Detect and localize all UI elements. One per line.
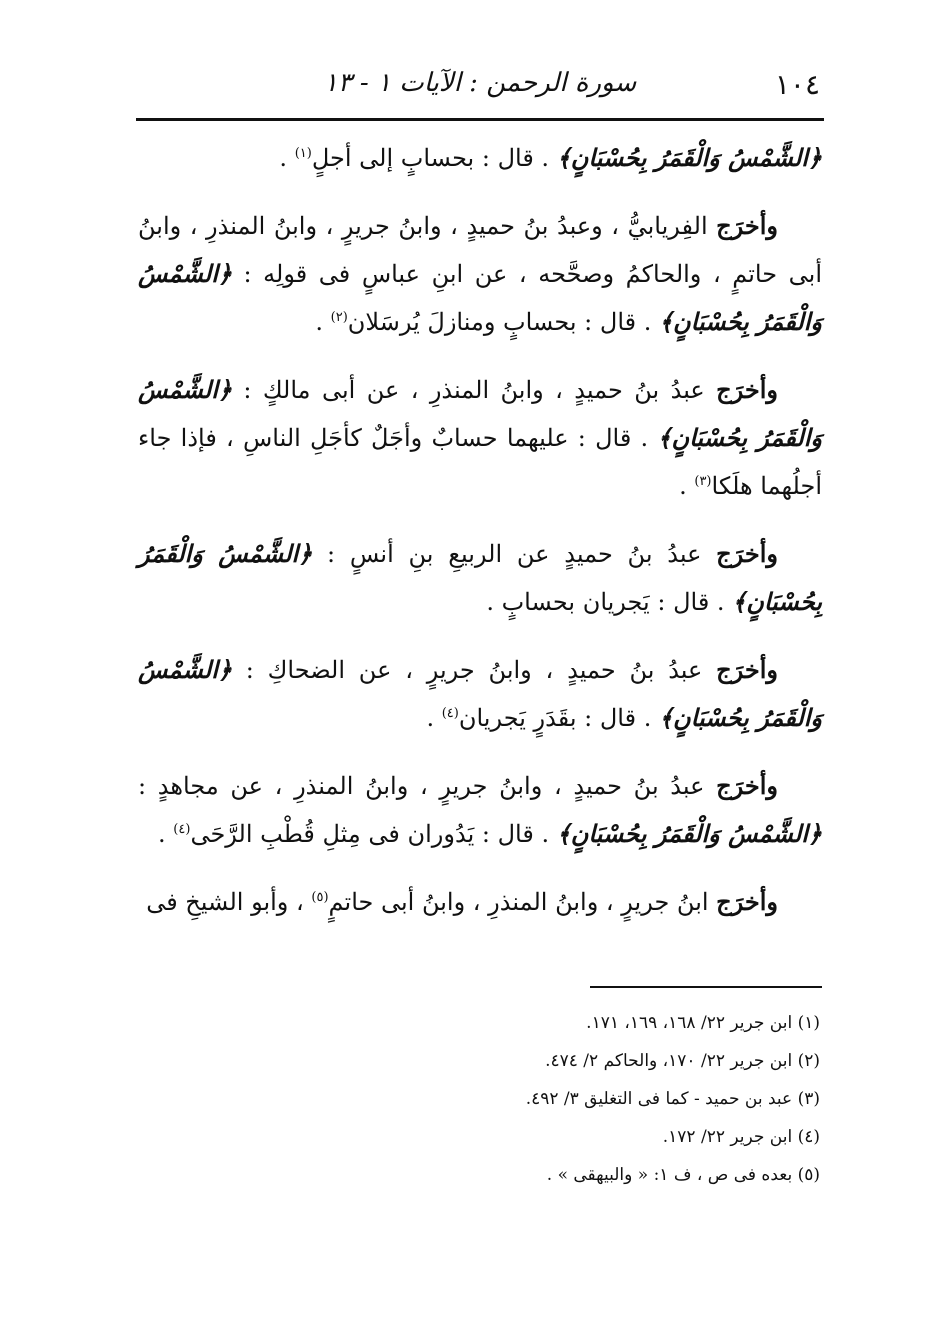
- quran-quote: ﴿الشَّمْسُ وَالْقَمَرُ بِحُسْبَانٍ﴾: [138, 655, 822, 732]
- quran-quote: ﴿الشَّمْسُ وَالْقَمَرُ بِحُسْبَانٍ﴾: [138, 375, 823, 452]
- paragraph-text: . قال : بقَدَرٍ يَجريان: [458, 704, 659, 732]
- paragraph-text: .: [426, 704, 442, 732]
- paragraph-text: . قال : يَجريان بحسابٍ .: [486, 588, 733, 616]
- paragraph: [138, 530, 822, 626]
- header-rule: [136, 118, 824, 121]
- paragraph-text: عبدُ بنُ حميدٍ عن الربيعِ بنِ أنسٍ :: [312, 540, 717, 568]
- paragraph-text: . قال : يَدُوران فى مِثلِ قُطْبِ الرَّحَى: [190, 820, 557, 848]
- paragraph-lead-word: وأخرَج: [716, 655, 778, 684]
- paragraph-text: ابنُ جريرٍ ، وابنُ المنذرِ ، وابنُ أبى حاتمٍ: [328, 888, 717, 916]
- footnote-item: (١) ابن جرير ٢٢/ ١٦٨، ١٦٩، ١٧١.: [586, 1013, 820, 1033]
- paragraph-text: . قال : بحسابٍ ومنازلَ يُرسَلان: [347, 308, 659, 336]
- quran-quote: ﴿الشَّمْسُ وَالْقَمَرُ بِحُسْبَانٍ﴾: [556, 819, 822, 848]
- paragraph-text: .: [279, 144, 295, 172]
- footnote-marker: (٣): [694, 474, 712, 489]
- quran-quote: ﴿الشَّمْسُ وَالْقَمَرُ بِحُسْبَانٍ﴾: [556, 143, 822, 172]
- paragraph: [138, 762, 822, 858]
- paragraph-lead-word: وأخرَج: [716, 771, 778, 800]
- paragraph: [138, 134, 822, 182]
- footnote-marker: (٥): [311, 890, 329, 905]
- paragraph-text: . قال : بحسابٍ إلى أجلٍ: [311, 144, 557, 172]
- footnote-marker: (٤): [173, 822, 191, 837]
- footnote-item: (٢) ابن جرير ٢٢/ ١٧٠، والحاكم ٢/ ٤٧٤.: [545, 1051, 820, 1071]
- quran-quote: ﴿الشَّمْسُ وَالْقَمَرُ بِحُسْبَانٍ﴾: [138, 539, 822, 616]
- paragraph-text: . قال : عليهما حسابٌ وأجَلٌ كأجَلِ الناسِ ، فإذا جاء أجلُهما هلَكا: [138, 424, 822, 500]
- quran-quote: ﴿الشَّمْسُ وَالْقَمَرُ بِحُسْبَانٍ﴾: [138, 259, 822, 336]
- paragraph-text: عبدُ بنُ حميدٍ ، وابنُ المنذرِ ، عن أبى مالكٍ :: [231, 376, 717, 404]
- paragraph: [138, 202, 822, 346]
- paragraph: [138, 878, 822, 926]
- page-number: ١٠٤: [774, 68, 820, 101]
- paragraph-text: الفِريابيُّ ، وعبدُ بنُ حميدٍ ، وابنُ جريرٍ ، وابنُ المنذرِ ، وابنُ أبى حاتمٍ ، والحاكمُ وصحَّحه ، عن ابنِ عباسٍ فى قولِه :: [138, 212, 822, 288]
- paragraph-lead-word: وأخرَج: [716, 375, 778, 404]
- footnote-item: (٤) ابن جرير ٢٢/ ١٧٢.: [662, 1127, 820, 1147]
- paragraph-text: .: [158, 820, 174, 848]
- paragraph-text: .: [315, 308, 331, 336]
- main-text: [138, 134, 822, 946]
- paragraph-text: ، وأبو الشيخِ فى: [146, 888, 312, 916]
- footnote-separator: [590, 986, 822, 988]
- footnote-marker: (٢): [330, 310, 348, 325]
- paragraph-text: .: [679, 472, 695, 500]
- paragraph-lead-word: وأخرَج: [716, 539, 778, 568]
- running-title: سورة الرحمن : الآيات ١ - ١٣: [323, 68, 637, 98]
- footnotes: [300, 1004, 820, 1194]
- footnote-item: (٣) عبد بن حميد - كما فى التغليق ٣/ ٤٩٢.: [525, 1089, 820, 1109]
- paragraph: [138, 646, 822, 742]
- paragraph-lead-word: وأخرَج: [716, 887, 778, 916]
- paragraph-text: عبدُ بنُ حميدٍ ، وابنُ جريرٍ ، عن الضحاكِ :: [231, 656, 717, 684]
- page-header: [140, 62, 820, 106]
- footnote-marker: (٤): [441, 706, 459, 721]
- footnote-item: (٥) بعده فى ص ، ف ١: « والبيهقى » .: [546, 1165, 820, 1185]
- paragraph-lead-word: وأخرَج: [716, 211, 778, 240]
- paragraph: [138, 366, 822, 510]
- paragraph-text: عبدُ بنُ حميدٍ ، وابنُ جريرٍ ، وابنُ المنذرِ ، عن مجاهدٍ :: [138, 772, 717, 800]
- footnote-marker: (١): [294, 146, 312, 161]
